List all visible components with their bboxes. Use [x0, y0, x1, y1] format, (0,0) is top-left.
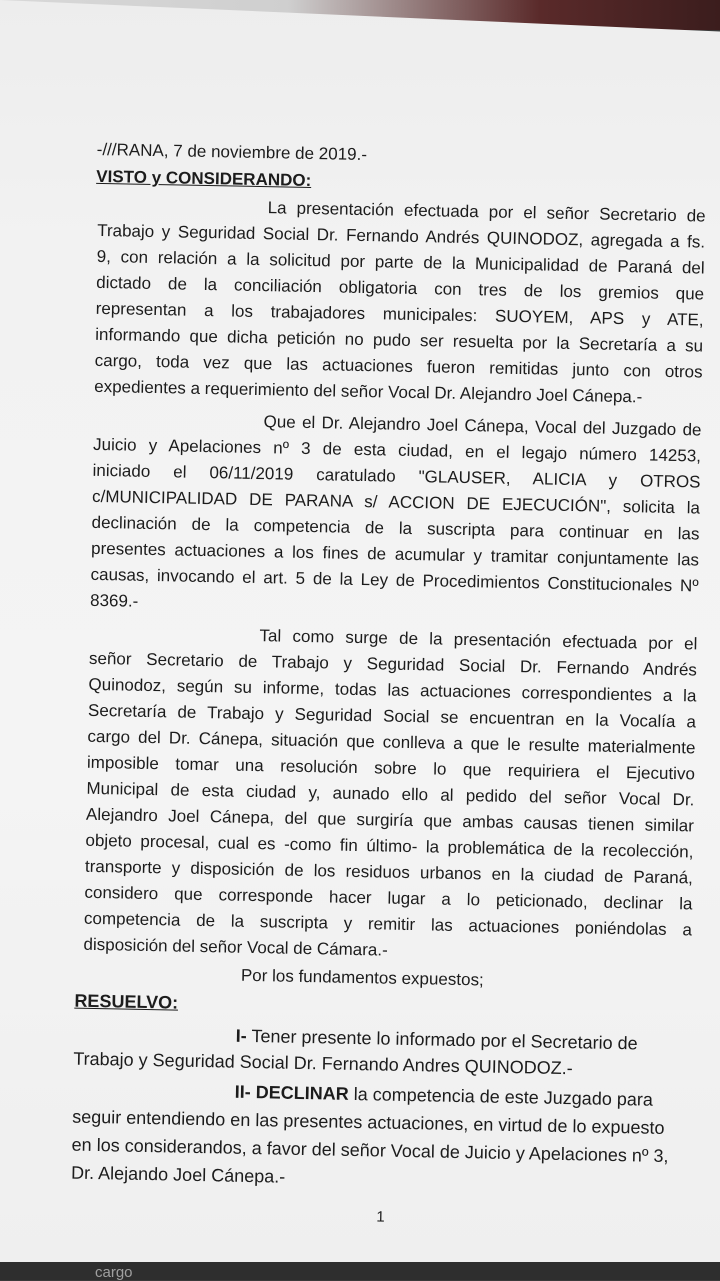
item-1-label: I-: [235, 1025, 247, 1046]
para1-line: cargo, toda vez que las actuaciones fueron remitidas junto con otros: [94, 350, 703, 382]
fundamentos-line: Por los fundamentos expuestos;: [240, 965, 484, 990]
para3-line: Tal como surge de la presentación efectuada por el: [259, 626, 698, 654]
item-2-line: Dr. Alejando Joel Cánepa.-: [70, 1162, 286, 1187]
next-page-fragment: cargo: [95, 1264, 133, 1281]
item-1-text: Tener presente lo informado por el Secretario de: [251, 1026, 638, 1054]
para3-line: transporte y disposición de los residuos urbanos en la ciudad de Paraná,: [84, 856, 694, 888]
para2-line: Que el Dr. Alejandro Joel Cánepa, Vocal del Juzgado de: [263, 412, 702, 440]
item-2-text: la competencia de este Juzgado para: [353, 1083, 654, 1110]
para3-line: Municipal de esta ciudad y, aunado ello al pedido del señor Vocal Dr.: [86, 778, 695, 810]
item-2-line: seguir entendiendo en las presentes actuaciones, en virtud de lo expuesto: [72, 1106, 665, 1138]
para1-line: expedientes a requerimiento del señor Vocal Dr. Alejandro Joel Cánepa.-: [94, 376, 643, 407]
para1-line: La presentación efectuada por el señor Secretario de: [267, 198, 706, 226]
para2-line: Juicio y Apelaciones nº 3 de esta ciudad, en el legajo número 14253,: [92, 434, 702, 466]
item-2-label: II- DECLINAR: [234, 1081, 349, 1104]
page-number: 1: [376, 1208, 385, 1226]
item-1-line: Trabajo y Seguridad Social Dr. Fernando Andres QUINODOZ.-: [73, 1048, 573, 1079]
para3-line: Alejandro Joel Cánepa, del que surgiría que ambas causas tienen similar: [85, 804, 695, 836]
heading-visto-considerando: VISTO y CONSIDERANDO:: [96, 166, 312, 191]
para3-line: cargo del Dr. Cánepa, situación que conlleva a que le resulte materialmente: [87, 726, 696, 758]
para2-line: declinación de la competencia de la suscripta para continuar en las: [91, 512, 700, 544]
para3-line: disposición del señor Vocal de Cámara.-: [83, 934, 388, 960]
para2-line: causas, invocando el art. 5 de la Ley de Procedimientos Constitucionales Nº: [90, 564, 699, 596]
para3-line: competencia de la suscripta y remitir las actuaciones poniéndolas a: [83, 908, 693, 940]
para2-line: presentes actuaciones a los fines de acumular y tramitar conjuntamente las: [90, 538, 700, 570]
para3-line: Secretaría de Trabajo y Seguridad Social se encuentran en la Vocalía a: [87, 700, 697, 732]
heading-resuelvo: RESUELVO:: [74, 990, 179, 1013]
para3-line: imposible tomar una resolución sobre lo que requiriera el Ejecutivo: [86, 752, 696, 784]
resolution-item-1: [236, 1026, 638, 1054]
para1-line: dictado de la conciliación obligatoria con tres de los gremios que: [96, 272, 705, 304]
resolution-item-2: [235, 1082, 654, 1110]
item-2-line: en los considerandos, a favor del señor Vocal de Juicio y Apelaciones nº 3,: [71, 1134, 669, 1167]
para3-line: objeto procesal, cual es -como fin último- la problemática de la recolección,: [85, 830, 694, 862]
para3-line: considero que corresponde hacer lugar a lo peticionado, declinar la: [84, 882, 693, 914]
para2-line: c/MUNICIPALIDAD DE PARANA s/ ACCION DE EJECUCIÓN", solicita la: [91, 486, 701, 518]
para1-line: 9, con relación a la solicitud por parte de la Municipalidad de Paraná del: [96, 246, 705, 278]
para3-line: Quinodoz, según su informe, todas las actuaciones correspondientes a la: [88, 674, 697, 706]
header-line: -///RANA, 7 de noviembre de 2019.-: [96, 139, 368, 165]
para1-line: representan a los trabajadores municipales: SUOYEM, APS y ATE,: [95, 298, 704, 330]
para2-line: iniciado el 06/11/2019 caratulado "GLAUSER, ALICIA y OTROS: [92, 460, 701, 492]
para3-line: señor Secretario de Trabajo y Seguridad Social Dr. Fernando Andrés: [88, 648, 698, 680]
para1-line: informando que dicha petición no pudo ser resuelta por la Secretaría a su: [95, 324, 704, 356]
para1-line: Trabajo y Seguridad Social Dr. Fernando Andrés QUINODOZ, agregada a fs.: [97, 220, 706, 252]
para2-line: 8369.-: [89, 590, 139, 611]
